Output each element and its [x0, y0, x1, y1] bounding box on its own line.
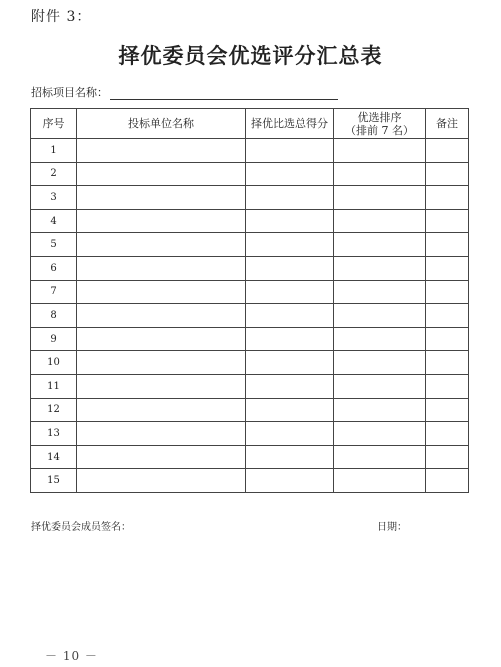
header-seq: 序号: [31, 109, 77, 139]
cell-rank[interactable]: [334, 398, 426, 422]
table-row: [31, 469, 469, 493]
cell-seq: 4: [31, 209, 77, 233]
cell-total-score[interactable]: [246, 398, 334, 422]
cell-total-score[interactable]: [246, 469, 334, 493]
cell-rank[interactable]: [334, 186, 426, 210]
cell-remark[interactable]: [426, 256, 469, 280]
cell-total-score[interactable]: [246, 374, 334, 398]
cell-seq: 11: [31, 374, 77, 398]
table-row: [31, 162, 469, 186]
signature-label: 择优委员会成员签名：: [31, 522, 131, 533]
cell-remark[interactable]: [426, 209, 469, 233]
cell-rank[interactable]: [334, 209, 426, 233]
cell-seq: 2: [31, 162, 77, 186]
table-row: [31, 209, 469, 233]
table-row: [31, 304, 469, 328]
cell-bidder-name[interactable]: [77, 351, 246, 375]
cell-bidder-name[interactable]: [77, 256, 246, 280]
cell-bidder-name[interactable]: [77, 139, 246, 163]
cell-total-score[interactable]: [246, 422, 334, 446]
cell-remark[interactable]: [426, 304, 469, 328]
cell-seq: 12: [31, 398, 77, 422]
table-row: [31, 445, 469, 469]
cell-seq: 9: [31, 327, 77, 351]
cell-total-score[interactable]: [246, 233, 334, 257]
cell-seq: 15: [31, 469, 77, 493]
cell-remark[interactable]: [426, 422, 469, 446]
cell-seq: 3: [31, 186, 77, 210]
cell-bidder-name[interactable]: [77, 445, 246, 469]
table-row: [31, 186, 469, 210]
cell-total-score[interactable]: [246, 256, 334, 280]
cell-bidder-name[interactable]: [77, 469, 246, 493]
cell-bidder-name[interactable]: [77, 374, 246, 398]
table-row: [31, 351, 469, 375]
cell-rank[interactable]: [334, 351, 426, 375]
cell-rank[interactable]: [334, 280, 426, 304]
cell-total-score[interactable]: [246, 186, 334, 210]
cell-seq: 1: [31, 139, 77, 163]
cell-total-score[interactable]: [246, 351, 334, 375]
cell-remark[interactable]: [426, 233, 469, 257]
cell-rank[interactable]: [334, 469, 426, 493]
cell-rank[interactable]: [334, 162, 426, 186]
cell-remark[interactable]: [426, 445, 469, 469]
table-row: [31, 374, 469, 398]
cell-remark[interactable]: [426, 139, 469, 163]
cell-seq: 5: [31, 233, 77, 257]
table-row: [31, 233, 469, 257]
header-rank: [334, 109, 426, 139]
cell-seq: 8: [31, 304, 77, 328]
cell-remark[interactable]: [426, 327, 469, 351]
cell-seq: 14: [31, 445, 77, 469]
cell-remark[interactable]: [426, 398, 469, 422]
cell-rank[interactable]: [334, 233, 426, 257]
attachment-label: 附件 3：: [31, 9, 92, 25]
project-name-label: 招标项目名称：: [31, 86, 108, 99]
cell-seq: 13: [31, 422, 77, 446]
table-row: [31, 398, 469, 422]
date-label: 日期：: [377, 522, 407, 533]
project-name-blank-line[interactable]: [110, 87, 338, 100]
header-total-score: 择优比选总得分: [246, 109, 334, 139]
cell-total-score[interactable]: [246, 327, 334, 351]
cell-bidder-name[interactable]: [77, 280, 246, 304]
page-title: 择优委员会优选评分汇总表: [118, 44, 383, 68]
cell-bidder-name[interactable]: [77, 233, 246, 257]
cell-rank[interactable]: [334, 327, 426, 351]
table-row: [31, 422, 469, 446]
header-rank-line2: （排前 7 名）: [345, 123, 414, 137]
cell-rank[interactable]: [334, 374, 426, 398]
table-row: [31, 327, 469, 351]
cell-total-score[interactable]: [246, 445, 334, 469]
cell-rank[interactable]: [334, 256, 426, 280]
cell-remark[interactable]: [426, 186, 469, 210]
header-bidder-name: 投标单位名称: [77, 109, 246, 139]
cell-total-score[interactable]: [246, 280, 334, 304]
cell-total-score[interactable]: [246, 304, 334, 328]
cell-bidder-name[interactable]: [77, 398, 246, 422]
table-header-row: [31, 109, 469, 139]
table-row: [31, 256, 469, 280]
cell-total-score[interactable]: [246, 162, 334, 186]
cell-bidder-name[interactable]: [77, 162, 246, 186]
cell-remark[interactable]: [426, 280, 469, 304]
cell-bidder-name[interactable]: [77, 186, 246, 210]
page-number: － 10 －: [45, 649, 98, 663]
table-row: [31, 280, 469, 304]
cell-remark[interactable]: [426, 374, 469, 398]
cell-remark[interactable]: [426, 162, 469, 186]
cell-total-score[interactable]: [246, 139, 334, 163]
header-remark: 备注: [426, 109, 469, 139]
cell-seq: 10: [31, 351, 77, 375]
cell-rank[interactable]: [334, 139, 426, 163]
cell-bidder-name[interactable]: [77, 422, 246, 446]
cell-remark[interactable]: [426, 469, 469, 493]
cell-seq: 7: [31, 280, 77, 304]
table-row: [31, 139, 469, 163]
cell-bidder-name[interactable]: [77, 209, 246, 233]
cell-total-score[interactable]: [246, 209, 334, 233]
cell-remark[interactable]: [426, 351, 469, 375]
cell-rank[interactable]: [334, 422, 426, 446]
cell-rank[interactable]: [334, 304, 426, 328]
score-summary-table: [30, 108, 469, 493]
cell-seq: 6: [31, 256, 77, 280]
cell-bidder-name[interactable]: [77, 327, 246, 351]
cell-rank[interactable]: [334, 445, 426, 469]
table-body: [31, 139, 469, 493]
header-rank-line1: 优选排序: [357, 110, 402, 124]
project-name-row: [31, 84, 338, 100]
cell-bidder-name[interactable]: [77, 304, 246, 328]
